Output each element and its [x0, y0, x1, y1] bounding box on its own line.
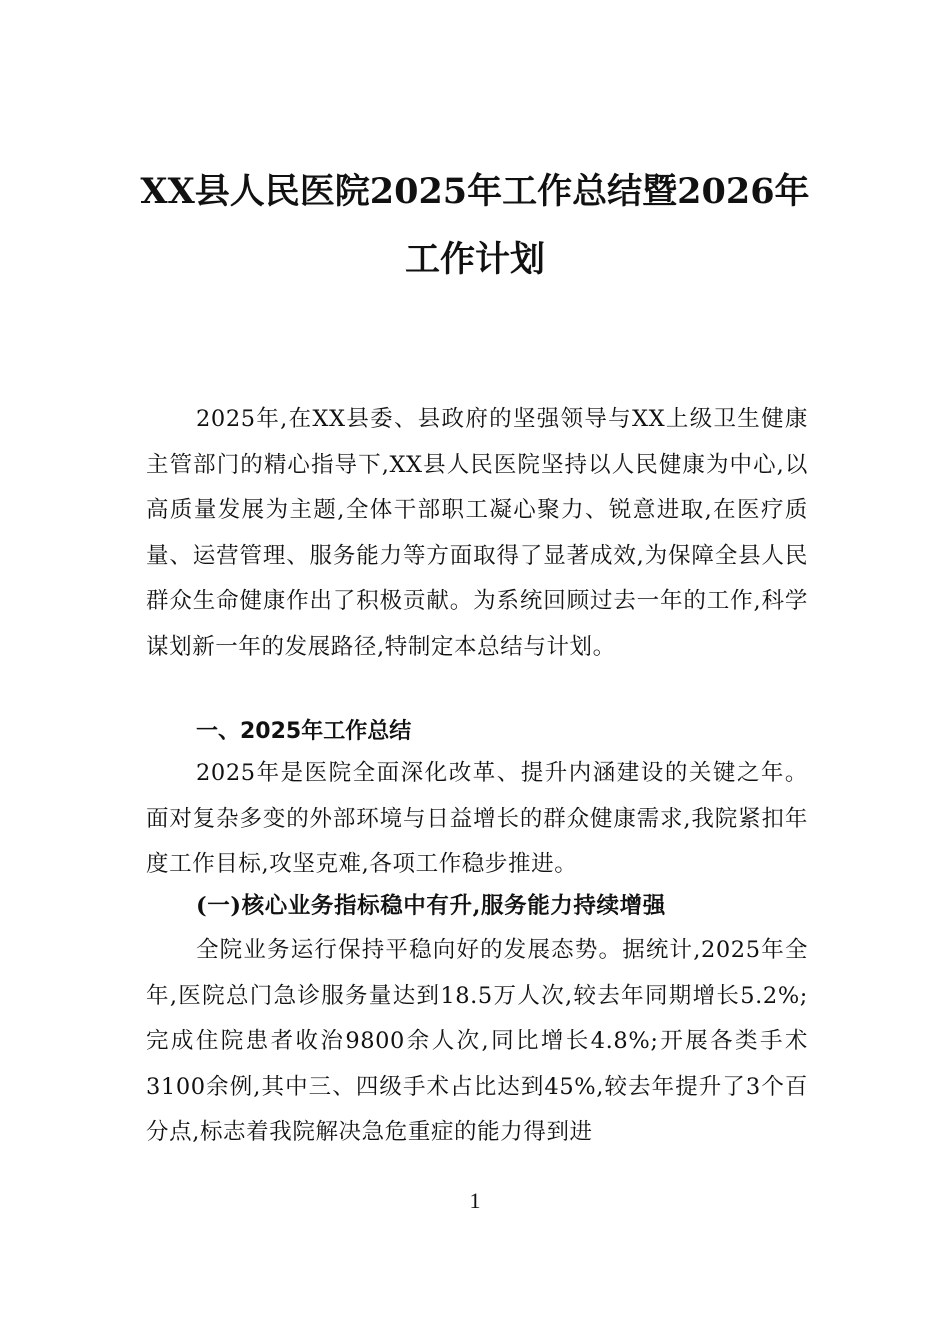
document-title-line-1: XX县人民医院2025年工作总结暨2026年 — [140, 171, 810, 212]
intro-paragraph: 2025年,在XX县委、县政府的坚强领导与XX上级卫生健康主管部门的精心指导下,XX县人民医院坚持以人民健康为中心,以高质量发展为主题,全体干部职工凝心聚力、锐意进取,在医疗质量、运营管理、服务能力等方面取得了显著成效,为保障全县人民群众生命健康作出了积极贡献。为系统回顾过去一年的工作,科学谋划新一年的发展路径,特制定本总结与计划。 — [146, 406, 808, 660]
document-title-line-2: 工作计划 — [404, 239, 545, 280]
subsection-heading-1-1: (一)核心业务指标稳中有升,服务能力持续增强 — [196, 893, 666, 919]
metrics-paragraph: 全院业务运行保持平稳向好的发展态势。据统计,2025年全年,医院总门急诊服务量达到18.5万人次,较去年同期增长5.2%;完成住院患者收治9800余人次,同比增长4.8%;开展各类手术3100余例,其中三、四级手术占比达到45%,较去年提升了3个百分点,标志着我院解决急危重症的能力得到进 — [146, 937, 808, 1145]
summary-paragraph: 2025年是医院全面深化改革、提升内涵建设的关键之年。面对复杂多变的外部环境与日益增长的群众健康需求,我院紧扣年度工作目标,攻坚克难,各项工作稳步推进。 — [146, 760, 808, 877]
page-number: 1 — [469, 1188, 481, 1213]
section-heading-1: 一、2025年工作总结 — [196, 719, 412, 744]
